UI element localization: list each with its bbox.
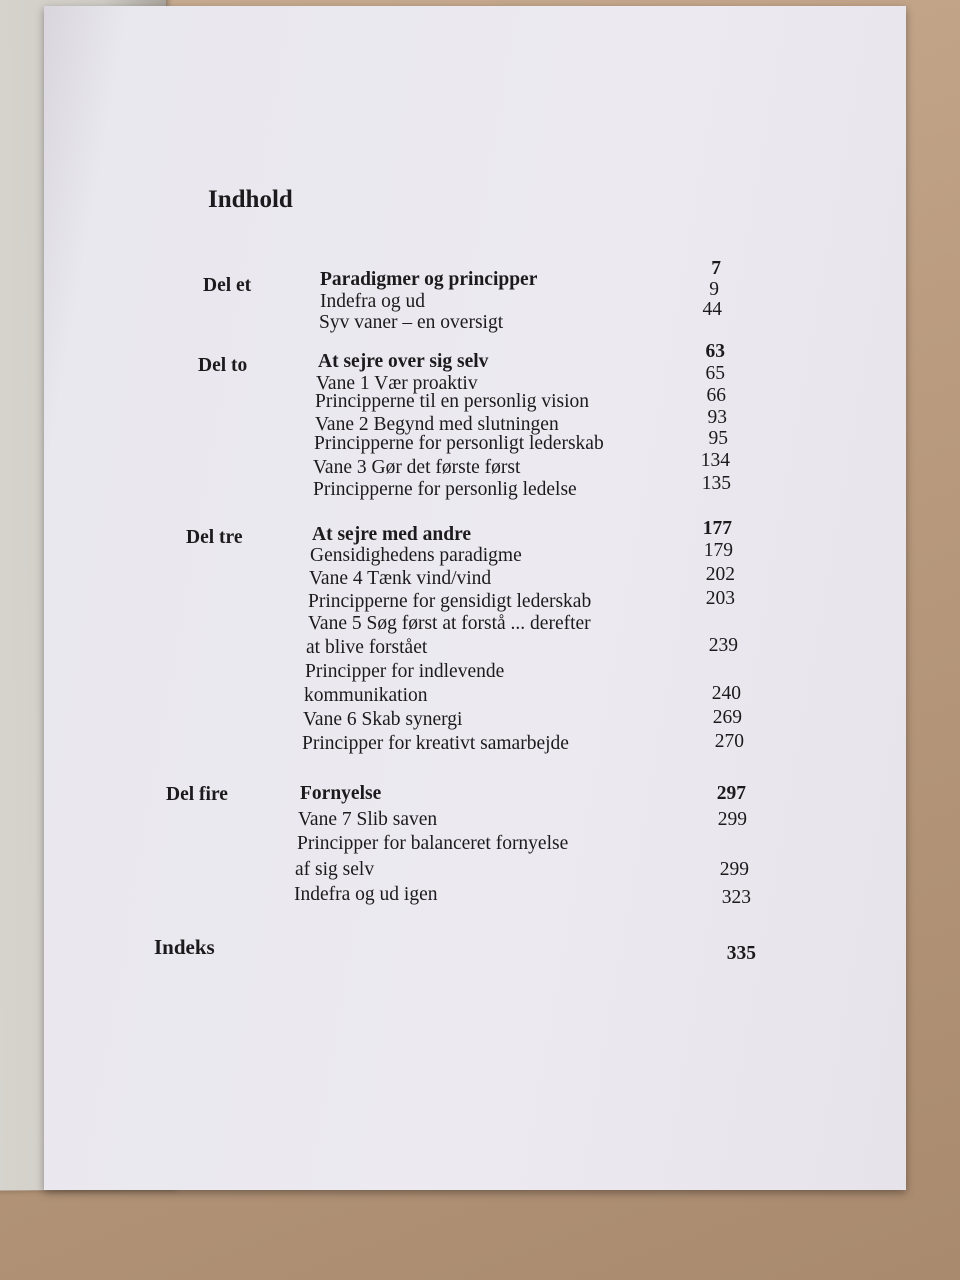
- toc-entry: Principper for balanceret fornyelse: [297, 833, 569, 854]
- toc-entry-continued: at blive forstået: [306, 637, 428, 658]
- page-number: 269: [712, 707, 742, 728]
- page-number: 65: [705, 363, 725, 384]
- page-number: 299: [717, 809, 747, 830]
- page-number: 203: [705, 588, 735, 609]
- part-title: Fornyelse: [300, 783, 382, 804]
- page-number: 9: [709, 279, 719, 300]
- index-label: Indeks: [154, 935, 215, 959]
- toc-entry: Principperne for personlig ledelse: [313, 479, 577, 500]
- toc-entry: Vane 6 Skab synergi: [303, 709, 463, 730]
- page-number: 335: [726, 943, 756, 964]
- page-number: 63: [705, 341, 725, 362]
- toc-entry: Vane 5 Søg først at forstå ... derefter: [308, 613, 591, 634]
- part-label: Del fire: [166, 784, 228, 805]
- page-number: 177: [702, 518, 732, 539]
- toc-entry: Vane 3 Gør det første først: [313, 457, 521, 478]
- toc-entry: Gensidighedens paradigme: [310, 545, 522, 566]
- page-number: 299: [719, 859, 749, 880]
- toc-entry: Vane 7 Slib saven: [298, 809, 438, 830]
- part-label: Del to: [198, 355, 248, 376]
- toc-entry: Indefra og ud: [320, 291, 426, 312]
- toc-entry: Syv vaner – en oversigt: [319, 312, 504, 333]
- toc-entry: Principper for kreativt samarbejde: [302, 733, 569, 754]
- page-number: 66: [706, 385, 726, 406]
- page-number: 239: [708, 635, 738, 656]
- part-label: Del tre: [186, 527, 243, 548]
- page-number: 323: [721, 887, 751, 908]
- page-number: 179: [703, 540, 733, 561]
- toc-entry: Vane 2 Begynd med slutningen: [315, 414, 559, 435]
- page-number: 44: [702, 299, 722, 320]
- part-title: Paradigmer og principper: [320, 269, 538, 290]
- part-title: At sejre over sig selv: [318, 351, 489, 372]
- page-number: 7: [711, 258, 721, 279]
- part-label: Del et: [203, 275, 252, 296]
- toc-entry: Principper for indlevende: [305, 661, 505, 682]
- page-number: 95: [708, 428, 728, 449]
- page-number: 270: [714, 731, 744, 752]
- toc-entry: Principperne for personligt lederskab: [314, 433, 604, 454]
- toc-entry: Principperne til en personlig vision: [315, 391, 590, 412]
- toc-entry: Vane 4 Tænk vind/vind: [309, 568, 492, 589]
- page-number: 135: [701, 473, 731, 494]
- toc-entry: Principperne for gensidigt lederskab: [308, 591, 592, 612]
- page-number: 297: [716, 783, 746, 804]
- toc-entry: Indefra og ud igen: [294, 884, 438, 905]
- toc-entry-continued: kommunikation: [304, 685, 428, 706]
- page-number: 134: [700, 450, 730, 471]
- part-title: At sejre med andre: [312, 524, 472, 545]
- toc-entry-continued: af sig selv: [295, 859, 375, 880]
- page-number: 240: [711, 683, 741, 704]
- toc-heading: Indhold: [208, 186, 293, 213]
- toc-entry: Vane 1 Vær proaktiv: [316, 373, 478, 394]
- page-number: 202: [705, 564, 735, 585]
- page-number: 93: [707, 407, 727, 428]
